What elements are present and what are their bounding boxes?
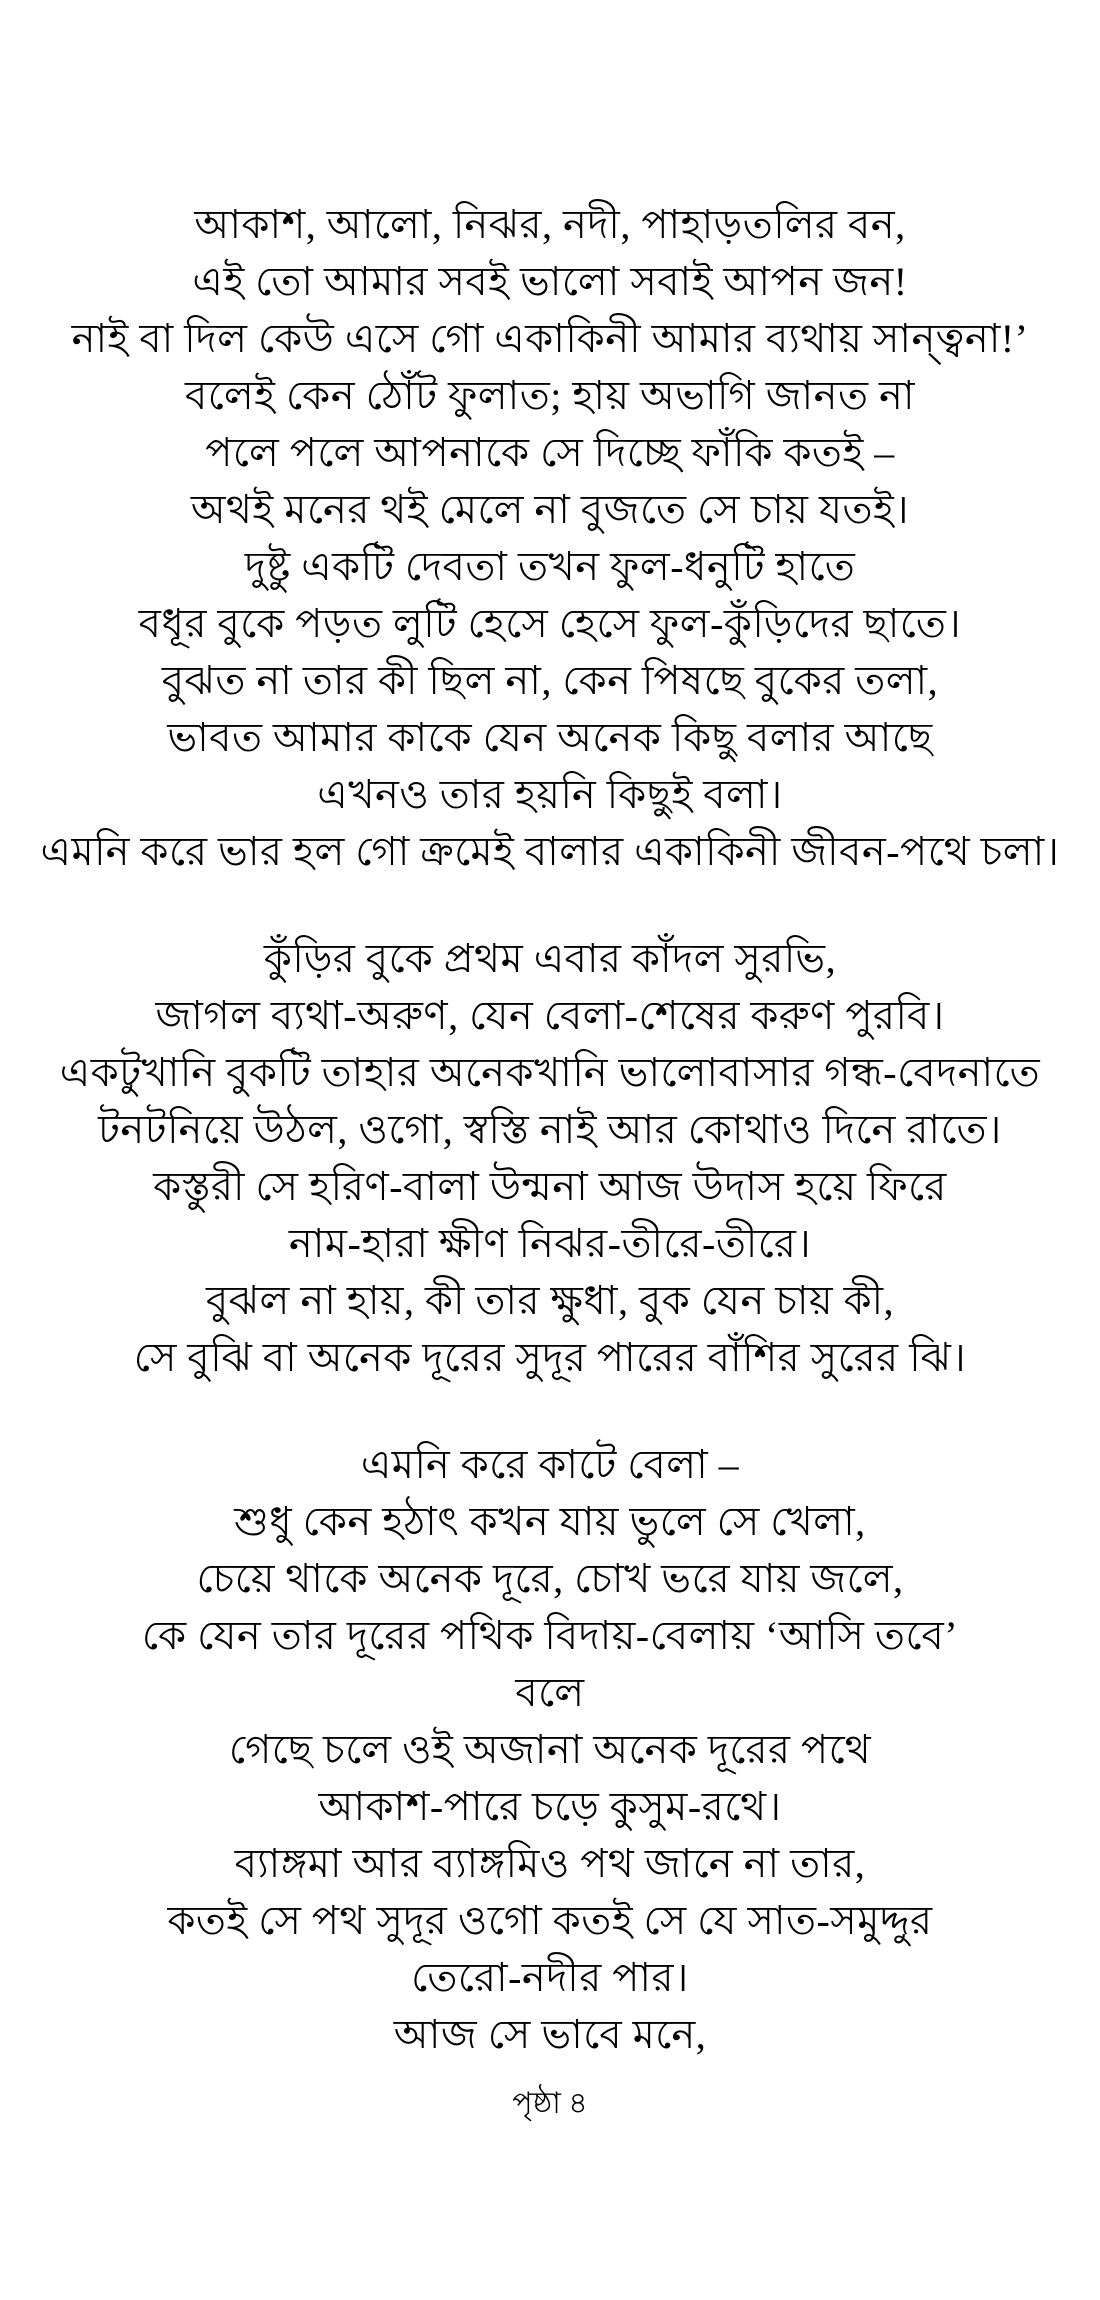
poem-line: সে বুঝি বা অনেক দূরের সুদূর পারের বাঁশির সুরের ঝি। xyxy=(133,1335,967,1380)
poem-stanza-1 xyxy=(0,196,1100,880)
poem-line: দুষ্টু একটি দেবতা তখন ফুল-ধনুটি হাতে xyxy=(244,544,856,589)
poem-line: ব্যাঙ্গমা আর ব্যাঙ্গমিও পথ জানে না তার, xyxy=(234,1841,866,1886)
poem-line: আকাশ, আলো, নিঝর, নদী, পাহাড়তলির বন, xyxy=(194,202,906,247)
poem-line: বলে xyxy=(515,1670,585,1715)
poem-line: জাগল ব্যথা-অরুণ, যেন বেলা-শেষের করুণ পুরবি। xyxy=(155,993,945,1038)
poem-line: তেরো-নদীর পার। xyxy=(411,1955,689,2000)
poem-line: বুঝত না তার কী ছিল না, কেন পিষছে বুকের তলা, xyxy=(161,658,939,703)
poem-line: কুঁড়ির বুকে প্রথম এবার কাঁদল সুরভি, xyxy=(263,936,837,981)
poem-line: পলে পলে আপনাকে সে দিচ্ছে ফাঁকি কতই – xyxy=(205,430,895,475)
poem-line: আজ সে ভাবে মনে, xyxy=(393,2012,707,2057)
poem-line: একটুখানি বুকটি তাহার অনেকখানি ভালোবাসার গন্ধ-বেদনাতে xyxy=(59,1050,1041,1095)
poem-line: নাই বা দিল কেউ এসে গো একাকিনী আমার ব্যথায় সান্ত্বনা!’ xyxy=(71,316,1029,361)
poem-line: কস্তুরী সে হরিণ-বালা উন্মনা আজ উদাস হয়ে ফিরে xyxy=(153,1164,947,1209)
poem-line: শুধু কেন হঠাৎ কখন যায় ভুলে সে খেলা, xyxy=(234,1499,866,1544)
poem-stanza-3 xyxy=(0,1436,1100,2063)
poem-line: অথই মনের থই মেলে না বুজতে সে চায় যতই। xyxy=(190,487,910,532)
poem-stanza-2 xyxy=(0,930,1100,1386)
poem-line: ভাবত আমার কাকে যেন অনেক কিছু বলার আছে xyxy=(167,715,933,760)
poem-body xyxy=(0,196,1100,2063)
poem-line: কে যেন তার দূরের পথিক বিদায়-বেলায় ‘আসি তবে’ xyxy=(141,1613,959,1658)
poem-line: টনটনিয়ে উঠল, ওগো, স্বস্তি নাই আর কোথাও দিনে রাতে। xyxy=(98,1107,1002,1152)
poem-line: গেছে চলে ওই অজানা অনেক দূরের পথে xyxy=(228,1727,872,1772)
poem-line: এমনি করে ভার হল গো ক্রমেই বালার একাকিনী জীবন-পথে চলা। xyxy=(40,829,1060,874)
poem-line: এই তো আমার সবই ভালো সবাই আপন জন! xyxy=(192,259,908,304)
poem-line: এখনও তার হয়নি কিছুই বলা। xyxy=(317,772,783,817)
poem-line: চেয়ে থাকে অনেক দূরে, চোখ ভরে যায় জলে, xyxy=(196,1556,904,1601)
poem-line: আকাশ-পারে চড়ে কুসুম-রথে। xyxy=(318,1784,782,1829)
page-number: পৃষ্ঠা ৪ xyxy=(512,2087,588,2120)
poem-line: বুঝল না হায়, কী তার ক্ষুধা, বুক যেন চায় কী, xyxy=(205,1278,895,1323)
poem-line: কতই সে পথ সুদূর ওগো কতই সে যে সাত-সমুদ্দুর xyxy=(167,1898,933,1943)
poem-line: বলেই কেন ঠোঁট ফুলাত; হায় অভাগি জানত না xyxy=(185,373,915,418)
poem-line: নাম-হারা ক্ষীণ নিঝর-তীরে-তীরে। xyxy=(288,1221,812,1266)
poem-line: এমনি করে কাটে বেলা – xyxy=(360,1442,740,1487)
poem-line: বধূর বুকে পড়ত লুটি হেসে হেসে ফুল-কুঁড়িদের ছাতে। xyxy=(138,601,962,646)
